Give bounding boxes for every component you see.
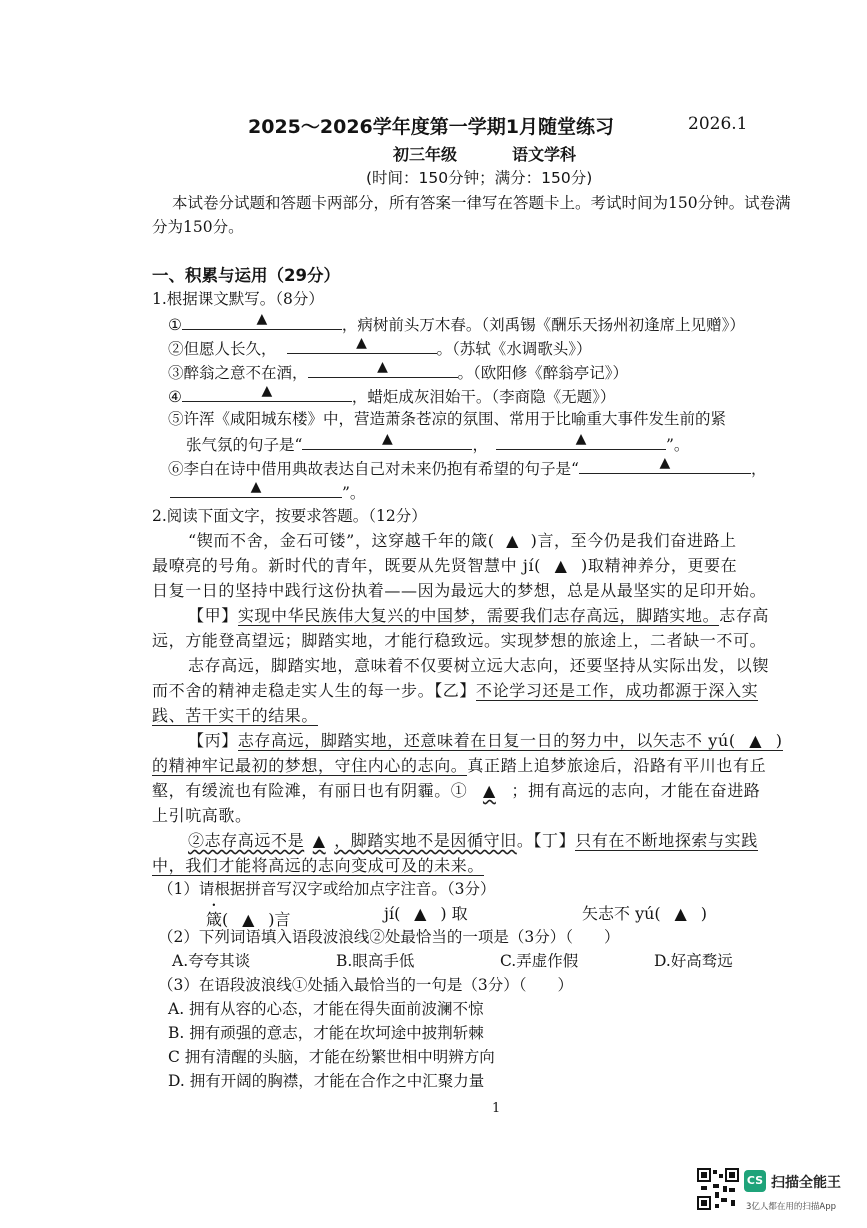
subject-label: 语文学科 [512, 145, 577, 164]
blank-marker: ▲ [242, 910, 255, 929]
answer-blank [579, 455, 751, 474]
q1-item-6-line-1 [168, 455, 766, 479]
passage-p5-line-2 [152, 853, 484, 876]
blank-marker: ▲ [674, 904, 687, 923]
passage-p2-line-1 [188, 603, 769, 626]
passage-p1-line-1 [188, 528, 737, 551]
wavy-blank-2: ▲ [312, 831, 326, 850]
subq-text: 矢志不 yú( [582, 904, 661, 923]
blank-marker: ▲ [382, 431, 393, 447]
blank-marker: ▲ [414, 904, 427, 923]
marker-jia: 【甲】 [188, 606, 238, 625]
q1-item-3 [168, 359, 628, 383]
blank-marker: ▲ [250, 479, 262, 495]
blank-marker: ▲ [377, 359, 388, 375]
passage-text: 真正踏上追梦旅途后，沿路有平川也有丘 [467, 756, 767, 775]
instruction-line-2: 分为150分。 [152, 218, 244, 236]
subq-text: jí( [384, 904, 401, 923]
underlined-sentence-bing: 志存高远，脚踏实地，还意味着在日复一日的努力中，以矢志不 yú( [237, 731, 736, 750]
underlined-sentence-yi-end: 践、苦干实干的结果。 [152, 706, 319, 725]
item-text: ③醉翁之意不在酒， [168, 364, 308, 382]
subq-3-option-c: C 拥有清醒的头脑，才能在纷繁世相中明辨方向 [168, 1048, 495, 1066]
blank-marker: ▲ [736, 731, 776, 751]
subq-3-option-d: D. 拥有开阔的胸襟，才能在合作之中汇聚力量 [168, 1072, 485, 1090]
scanner-app-name: 扫描全能王 [771, 1175, 841, 1191]
passage-p5-line-1 [188, 828, 758, 851]
grade-label: 初三年级 [393, 145, 458, 164]
subq-text: )言 [268, 910, 291, 929]
scanner-logo-icon: CS [744, 1170, 766, 1192]
answer-blank [182, 311, 342, 330]
item-number: ④ [168, 388, 182, 406]
passage-p3-line-3 [152, 703, 318, 726]
passage-p4-line-2 [152, 753, 766, 776]
blank-marker: ▲ [506, 531, 520, 550]
item-text: ②但愿人长久， [168, 340, 277, 358]
blank-marker: ▲ [575, 431, 587, 447]
item-text: ，病树前头万木春。（刘禹锡《酬乐天扬州初逢席上见赠》） [341, 316, 745, 334]
underlined-sentence-bing-end: 的精神牢记最初的梦想，守住内心的志向。 [152, 756, 468, 775]
q1-item-5-line-2 [186, 431, 689, 455]
q1-item-4 [168, 383, 615, 407]
passage-p4-line-4: 上引吭高歌。 [152, 806, 252, 825]
passage-p4-line-1 [188, 728, 783, 751]
exam-title: 2025～2026学年度第一学期1月随堂练习 [248, 116, 614, 138]
passage-p3-line-1: 志存高远，脚踏实地，意味着不仅要树立远大志向，还要坚持从实际出发，以锲 [188, 656, 770, 675]
passage-text: ；拥有高远的志向，才能在奋进路 [511, 781, 761, 800]
subq-1-c [582, 901, 707, 924]
subq-3-prompt: （3）在语段波浪线①处插入最恰当的一句是（3分）（ ） [158, 976, 573, 994]
blank-marker: ▲ [554, 556, 568, 575]
blank-marker: ▲ [659, 455, 671, 471]
wavy-sentence-2-end: ，脚踏实地不是因循守旧 [334, 831, 517, 850]
passage-p1-line-3: 日复一日的坚持中践行这份执着——因为最远大的梦想，总是从最坚实的足印开始。 [152, 581, 767, 600]
blank-marker: ▲ [261, 383, 273, 399]
wavy-sentence-2: ②志存高远不是 [188, 831, 305, 850]
blank-marker: ▲ [356, 335, 367, 351]
passage-text: “锲而不舍，金石可镂”，这穿越千年的箴( [188, 531, 495, 550]
item-text: ⑥李白在诗中借用典故表达自己对未来仍抱有希望的句子是“ [168, 460, 579, 478]
subq-1-prompt: （1）请根据拼音写汉字或给加点字注音。（3分） [158, 880, 496, 898]
subq-2-option-b: B.眼高手低 [336, 952, 415, 970]
exam-date: 2026.1 [688, 114, 748, 134]
item-text: ，蜡炬成灰泪始干。（李商隐《无题》） [351, 388, 616, 406]
answer-blank [308, 359, 458, 378]
passage-p1-line-2 [152, 553, 737, 576]
passage-p4-line-3 [152, 778, 760, 801]
passage-text: 志存高 [719, 606, 770, 625]
q2-prompt: 2.阅读下面文字，按要求答题。（12分） [152, 507, 427, 525]
subq-2-option-d: D.好高骛远 [654, 952, 733, 970]
item-text: 。（欧阳修《醉翁亭记》） [457, 364, 629, 382]
passage-text: 最嘹亮的号角。新时代的青年，既要从先贤智慧中 jí( [152, 556, 542, 575]
subq-3-option-a: A. 拥有从容的心态，才能在得失面前波澜不惊 [168, 1000, 484, 1018]
page-number: 1 [492, 1101, 501, 1116]
item-text: 张气氛的句子是“ [186, 436, 303, 454]
answer-blank [496, 431, 666, 450]
passage-p2-line-2: 远，方能登高望远；脚踏实地，才能行稳致远。实现梦想的旅途上，二者缺一不可。 [152, 631, 767, 650]
item-text: ， [750, 460, 767, 478]
q1-item-2 [168, 335, 592, 359]
passage-text: ) [775, 731, 783, 750]
answer-blank [302, 431, 472, 450]
subq-1-b [384, 901, 468, 924]
subq-2-option-c: C.弄虚作假 [500, 952, 579, 970]
q1-prompt: 1.根据课文默写。（8分） [152, 290, 324, 308]
underlined-sentence-ding-end: 中，我们才能将高远的志向变成可及的未来。 [152, 856, 485, 875]
answer-blank [182, 383, 352, 402]
dotted-char: 箴( [206, 910, 229, 929]
subq-2-option-a: A.夸夸其谈 [172, 952, 251, 970]
scanner-slogan: 3亿人都在用的扫描App [746, 1202, 837, 1212]
wavy-blank-1: ▲ [482, 781, 496, 800]
q1-item-6-line-2 [170, 479, 365, 503]
underlined-sentence-jia: 实现中华民族伟大复兴的中国梦，需要我们志存高远，脚踏实地。 [237, 606, 720, 625]
time-info: (时间：150分钟；满分：150分) [366, 169, 593, 187]
subq-text: ) 取 [440, 904, 468, 923]
answer-blank [287, 335, 437, 354]
item-text: ”。 [665, 436, 690, 454]
marker-bing: 【丙】 [188, 731, 238, 750]
underlined-sentence-ding: 只有在不断地探索与实践 [575, 831, 758, 850]
blank-marker: ▲ [256, 311, 268, 327]
passage-text: )取精神养分，更要在 [581, 556, 738, 575]
item-number: ① [168, 316, 182, 334]
section-heading: 一、积累与运用（29分） [152, 266, 340, 285]
underlined-sentence-yi: 不论学习还是工作，成功都源于深入实 [476, 681, 759, 700]
passage-text: 而不舍的精神走稳走实人生的每一步。【乙】 [152, 681, 477, 700]
subq-3-option-b: B. 拥有顽强的意志，才能在坎坷途中披荆斩棘 [168, 1024, 484, 1042]
passage-p3-line-2 [152, 678, 758, 701]
passage-text: )言，至今仍是我们奋进路上 [530, 531, 737, 550]
item-text: 。（苏轼《水调歌头》） [436, 340, 592, 358]
answer-blank [170, 479, 342, 498]
item-text: ”。 [342, 484, 366, 502]
marker-ding: 。【丁】 [516, 831, 576, 850]
subq-2-prompt: （2）下列词语填入语段波浪线②处最恰当的一项是（3分）（ ） [158, 928, 620, 946]
passage-text: 壑，有缓流也有险滩，有丽日也有阴霾。① [152, 781, 468, 800]
q1-item-1 [168, 311, 745, 335]
instruction-line-1: 本试卷分试题和答题卡两部分，所有答案一律写在答题卡上。考试时间为150分钟。试卷满 [172, 194, 791, 212]
qr-code-icon [697, 1168, 739, 1210]
item-text: ， [472, 436, 488, 454]
q1-item-5-line-1: ⑤许浑《咸阳城东楼》中，营造萧条苍凉的氛围、常用于比喻重大事件发生前的紧 [168, 410, 727, 428]
subq-text: ) [700, 904, 707, 923]
